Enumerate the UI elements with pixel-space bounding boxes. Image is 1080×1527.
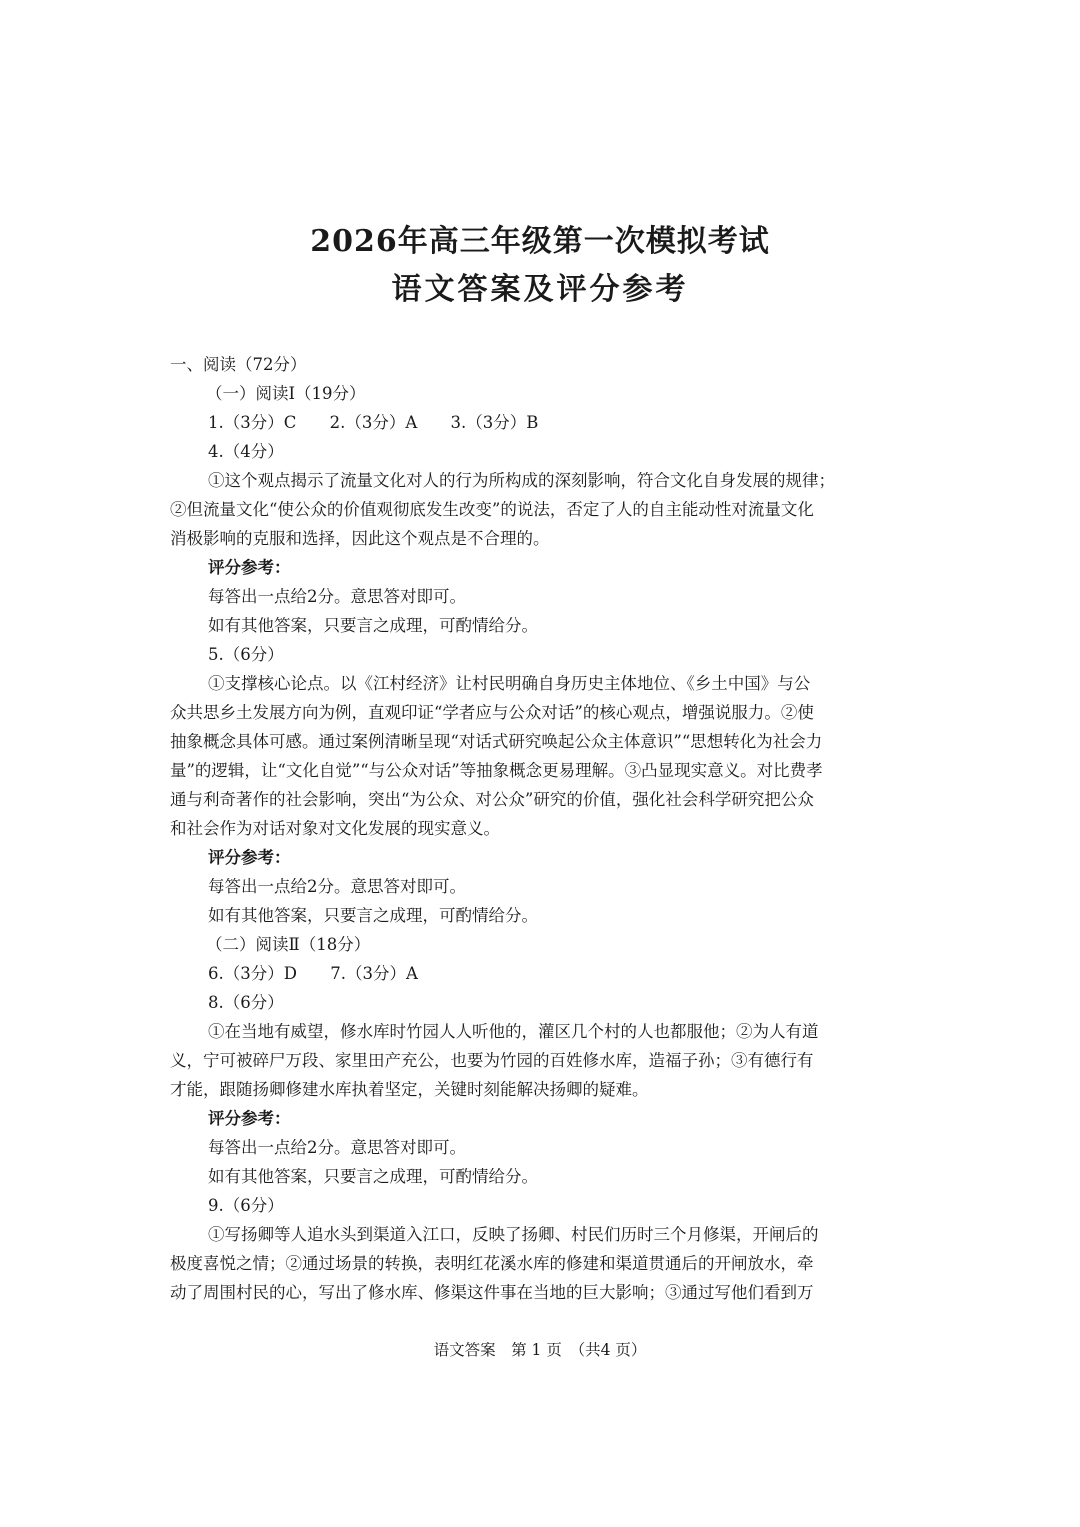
q4-answer-line: ①这个观点揭示了流量文化对人的行为所构成的深刻影响，符合文化自身发展的规律； (208, 471, 835, 490)
q5-answer-line: ①支撑核心论点。以《江村经济》让村民明确自身历史主体地位、《乡土中国》与公 (208, 674, 811, 693)
q9-answer-line: 极度喜悦之情；②通过场景的转换，表明红花溪水库的修建和渠道贯通后的开闸放水，牵 (170, 1254, 814, 1273)
q9-answer-line: ①写扬卿等人追水头到渠道入江口，反映了扬卿、村民们历时三个月修渠，开闸后的 (208, 1225, 819, 1244)
score-reference-label: 评分参考： (208, 1109, 291, 1128)
question-q8-label: 8.（6分） (208, 993, 284, 1012)
score-rule-other: 如有其他答案，只要言之成理，可酌情给分。 (208, 1167, 538, 1186)
score-rule-other: 如有其他答案，只要言之成理，可酌情给分。 (208, 906, 538, 925)
page-subtitle: 语文答案及评分参考 (391, 272, 689, 307)
q9-answer-line: 动了周围村民的心，写出了修水库、修渠这件事在当地的巨大影响；③通过写他们看到万 (170, 1283, 814, 1302)
score-rule-each: 每答出一点给2分。意思答对即可。 (208, 877, 466, 896)
answer-q1: 1.（3分）C (208, 413, 297, 432)
q5-answer-line: 通与利奇著作的社会影响，突出“为公众、对公众”研究的价值，强化社会科学研究把公众 (170, 790, 814, 809)
section-heading-reading: 一、阅读（72分） (170, 355, 307, 374)
answer-q2: 2.（3分）A (329, 413, 418, 432)
answers-q6-q7 (170, 959, 915, 988)
score-rule-each: 每答出一点给2分。意思答对即可。 (208, 1138, 466, 1157)
page-footer: 语文答案 第 1 页 （共4 页） (433, 1341, 647, 1359)
q5-answer-line: 和社会作为对话对象对文化发展的现实意义。 (170, 819, 500, 838)
answer-q3: 3.（3分）B (450, 413, 539, 432)
q8-answer-line: 义，宁可被碎尸万段、家里田产充公，也要为竹园的百姓修水库，造福子孙；③有德行有 (170, 1051, 814, 1070)
q8-answer-line: ①在当地有威望，修水库时竹园人人听他的，灌区几个村的人也都服他；②为人有道 (208, 1022, 819, 1041)
score-rule-each: 每答出一点给2分。意思答对即可。 (208, 587, 466, 606)
part1-heading: （一）阅读Ⅰ（19分） (206, 384, 366, 403)
question-q5-label: 5.（6分） (208, 645, 284, 664)
q4-answer-line: ②但流量文化“使公众的价值观彻底发生改变”的说法，否定了人的自主能动性对流量文化 (170, 500, 814, 519)
q8-answer-line: 才能，跟随扬卿修建水库执着坚定，关键时刻能解决扬卿的疑难。 (170, 1080, 649, 1099)
question-q4-label: 4.（4分） (208, 442, 284, 461)
question-q9-label: 9.（6分） (208, 1196, 284, 1215)
score-reference-label: 评分参考： (208, 848, 291, 867)
page-title: 2026年高三年级第一次模拟考试 (310, 224, 770, 259)
score-rule-other: 如有其他答案，只要言之成理，可酌情给分。 (208, 616, 538, 635)
q5-answer-line: 众共思乡土发展方向为例，直观印证“学者应与公众对话”的核心观点，增强说服力。②使 (170, 703, 814, 722)
q5-answer-line: 抽象概念具体可感。通过案例清晰呈现“对话式研究唤起公众主体意识”“思想转化为社会力 (170, 732, 823, 751)
answer-body (170, 350, 915, 1307)
score-reference-label: 评分参考： (208, 558, 291, 577)
answers-q1-q3 (170, 408, 915, 437)
q4-answer-line: 消极影响的克服和选择，因此这个观点是不合理的。 (170, 529, 550, 548)
answer-q7: 7.（3分）A (330, 964, 418, 983)
part2-heading: （二）阅读Ⅱ（18分） (206, 935, 371, 954)
answer-q6: 6.（3分）D (208, 964, 297, 983)
q5-answer-line: 量”的逻辑，让“文化自觉”“与公众对话”等抽象概念更易理解。③凸显现实意义。对比费孝 (170, 761, 823, 780)
